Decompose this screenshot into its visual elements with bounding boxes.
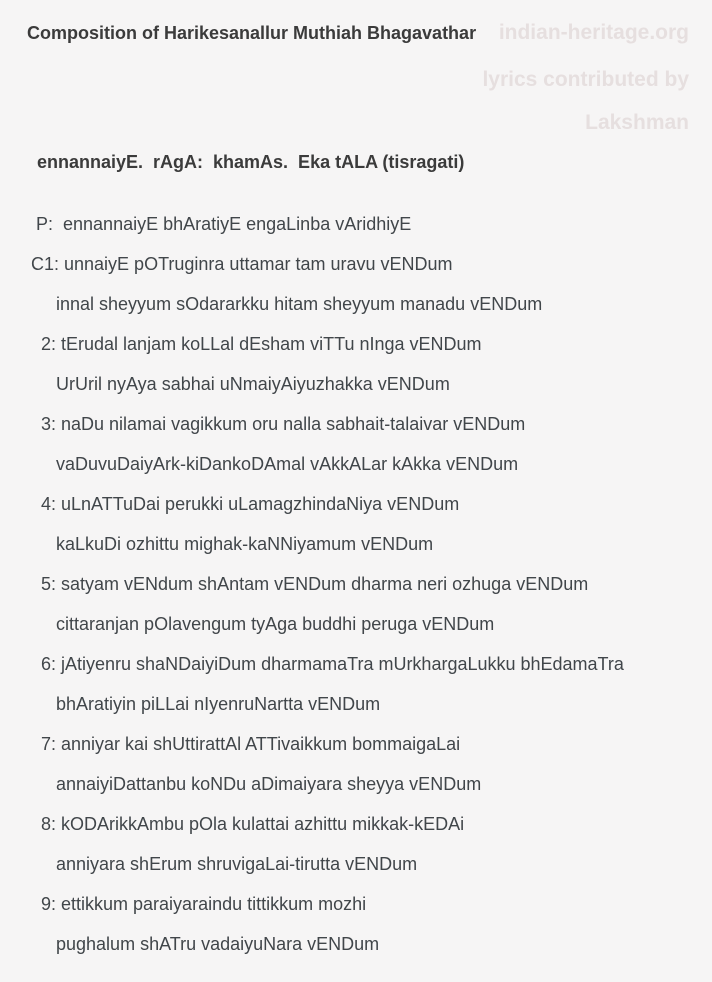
song-title-line: ennannaiyE. rAgA: khamAs. Eka tALA (tisragati)	[37, 152, 465, 172]
lyric-line-charanam8-cont: anniyara shErum shruvigaLai-tirutta vENDum	[31, 854, 418, 874]
lyric-line-charanam6-cont: bhAratiyin piLLai nIyenruNartta vENDum	[31, 694, 381, 714]
lyric-line-pallavi: P: ennannaiyE bhAratiyE engaLinba vAridhiyE	[31, 214, 412, 234]
watermark-credit-text: lyrics contributed by	[482, 68, 689, 91]
lyric-line-charanam1: C1: unnaiyE pOTruginra uttamar tam uravu vENDum	[31, 254, 453, 274]
lyric-line-charanam3: 3: naDu nilamai vagikkum oru nalla sabhait-talaivar vENDum	[31, 414, 526, 434]
lyric-line-charanam5-cont: cittaranjan pOlavengum tyAga buddhi peruga vENDum	[31, 614, 495, 634]
lyric-line-charanam4: 4: uLnATTuDai perukki uLamagzhindaNiya vENDum	[31, 494, 460, 514]
lyric-line-charanam9: 9: ettikkum paraiyaraindu tittikkum mozhi	[31, 894, 367, 914]
lyric-line-charanam3-cont: vaDuvuDaiyArk-kiDankoDAmal vAkkALar kAkka vENDum	[31, 454, 519, 474]
lyric-line-charanam2: 2: tErudal lanjam koLLal dEsham viTTu nInga vENDum	[31, 334, 482, 354]
watermark-site-name: indian-heritage.org	[498, 21, 689, 44]
lyric-line-charanam4-cont: kaLkuDi ozhittu mighak-kaNNiyamum vENDum	[31, 534, 434, 554]
document-title: Composition of Harikesanallur Muthiah Bhagavathar	[27, 23, 477, 43]
lyric-line-charanam5: 5: satyam vENdum shAntam vENDum dharma neri ozhuga vENDum	[31, 574, 589, 594]
lyric-line-charanam1-cont: innal sheyyum sOdararkku hitam sheyyum manadu vENDum	[31, 294, 543, 314]
lyrics-body	[31, 204, 702, 964]
watermark-contributor-name: Lakshman	[585, 111, 689, 134]
lyric-line-charanam2-cont: UrUril nyAya sabhai uNmaiyAiyuzhakka vENDum	[31, 374, 450, 394]
lyric-line-charanam8: 8: kODArikkAmbu pOla kulattai azhittu mikkak-kEDAi	[31, 814, 465, 834]
lyric-line-charanam7: 7: anniyar kai shUttirattAl ATTivaikkum bommaigaLai	[31, 734, 461, 754]
lyric-line-charanam7-cont: annaiyiDattanbu koNDu aDimaiyara sheyya vENDum	[31, 774, 482, 794]
lyric-line-charanam9-cont: pughalum shATru vadaiyuNara vENDum	[31, 934, 380, 954]
lyric-line-charanam6: 6: jAtiyenru shaNDaiyiDum dharmamaTra mUrkhargaLukku bhEdamaTra	[31, 654, 624, 674]
